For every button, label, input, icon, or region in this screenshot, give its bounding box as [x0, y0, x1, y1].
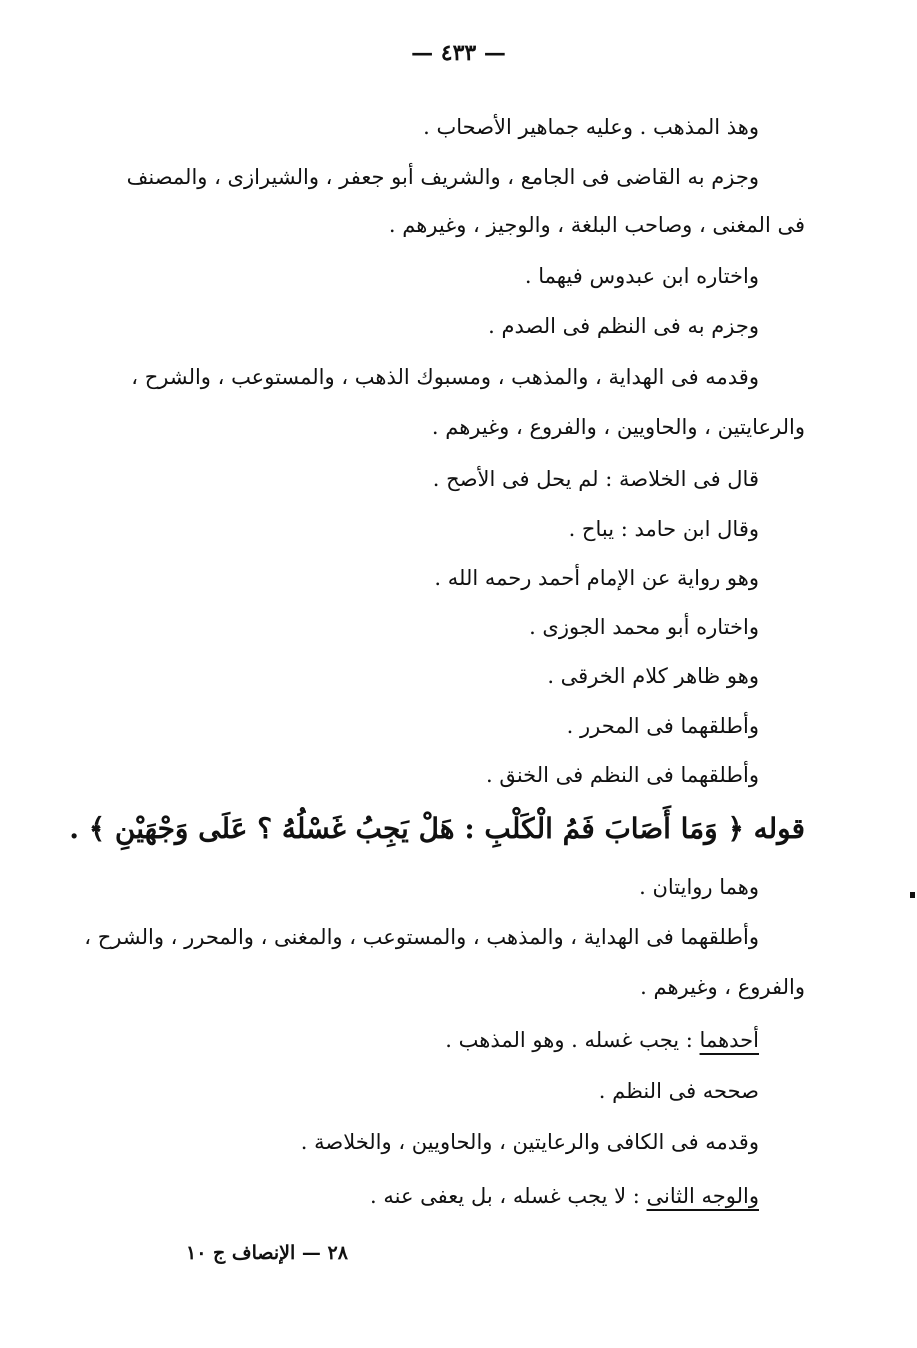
text-line: وقدمه فى الهداية ، والمذهب ، ومسبوك الذهب ، والمستوعب ، والشرح ، [131, 365, 759, 389]
text-line: وهما روايتان . [639, 875, 759, 899]
text-line [445, 1030, 759, 1051]
first-view-label: أحدهما [699, 1028, 759, 1052]
footer-signature: ٢٨ — الإنصاف ج ١٠ [186, 1242, 348, 1264]
text-line: وأطلقهما فى الهداية ، والمذهب ، والمستوعب ، والمغنى ، والمحرر ، والشرح ، [84, 925, 759, 949]
text-line: وجزم به فى النظم فى الصدم . [488, 314, 759, 338]
text-line: وجزم به القاضى فى الجامع ، والشريف أبو جعفر ، والشيرازى ، والمصنف [126, 165, 759, 189]
page-number: — ٤٣٣ — [411, 40, 506, 66]
second-view-label: والوجه الثانى [646, 1184, 759, 1208]
text-line: صححه فى النظم . [598, 1079, 759, 1103]
text-line [370, 1186, 759, 1207]
text-line: قال فى الخلاصة : لم يحل فى الأصح . [432, 467, 759, 491]
text-line: وهو رواية عن الإمام أحمد رحمه الله . [434, 566, 759, 590]
text-line: فى المغنى ، وصاحب البلغة ، والوجيز ، وغيرهم . [388, 213, 805, 237]
text-line: والفروع ، وغيرهم . [640, 975, 805, 999]
text-segment: : لا يجب غسله ، بل يعفى عنه . [370, 1184, 647, 1208]
quoted-heading: قوله ﴿ وَمَا أَصَابَ فَمُ الْكَلْبِ : هَلْ يَجِبُ غَسْلُهُ ؟ عَلَى وَجْهَيْنِ ﴾ . [69, 812, 805, 845]
text-line: وأطلقهما فى المحرر . [566, 714, 759, 738]
text-line: وقال ابن حامد : يباح . [568, 517, 759, 541]
text-line: وأطلقهما فى النظم فى الخنق . [485, 763, 759, 787]
scan-edge-mark [910, 892, 915, 898]
text-line: واختاره أبو محمد الجوزى . [529, 615, 759, 639]
text-line: وهذ المذهب . وعليه جماهير الأصحاب . [423, 115, 759, 139]
text-segment: : يجب غسله . وهو المذهب . [445, 1028, 700, 1052]
text-line: وهو ظاهر كلام الخرقى . [547, 664, 759, 688]
text-line: واختاره ابن عبدوس فيهما . [524, 264, 759, 288]
text-line: والرعايتين ، والحاويين ، والفروع ، وغيرهم . [431, 415, 805, 439]
text-line: وقدمه فى الكافى والرعايتين ، والحاويين ، والخلاصة . [300, 1130, 759, 1154]
